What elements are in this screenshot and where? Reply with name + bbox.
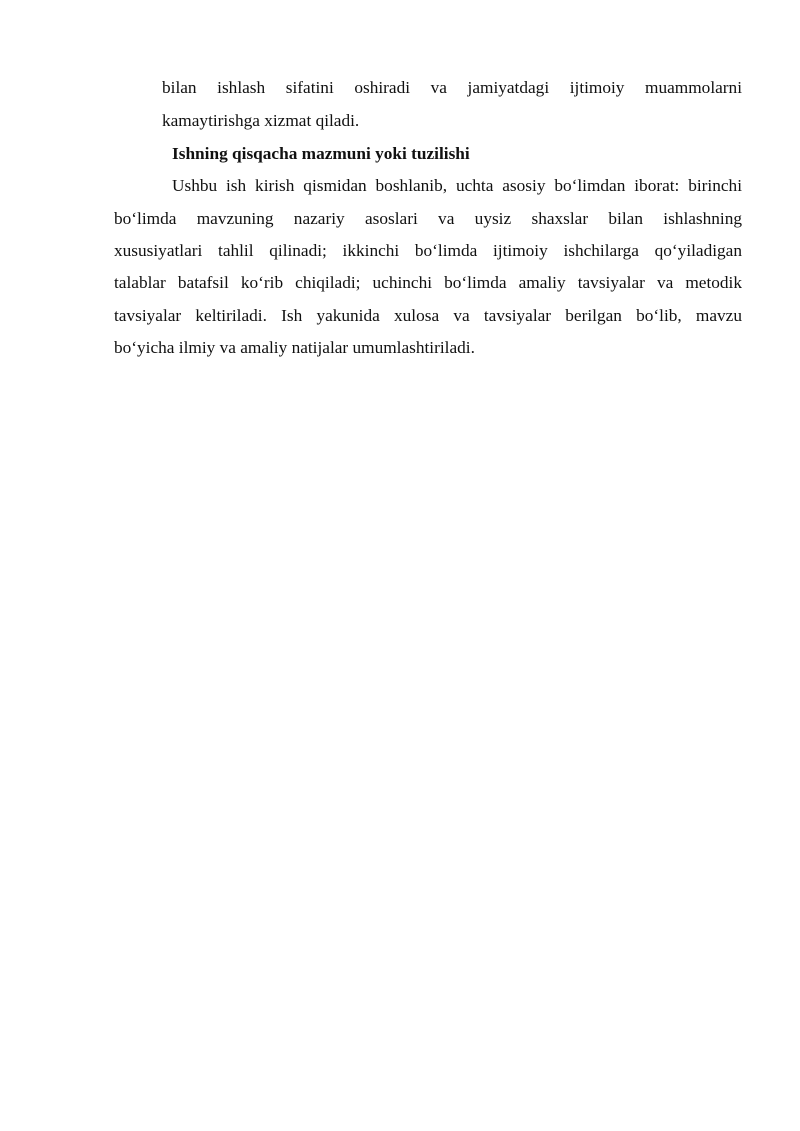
body-line-2: bo‘limda mavzuning nazariy asoslari va uysiz shaxslar bilan ishlashning xyxy=(114,209,742,228)
section-heading: Ishning qisqacha mazmuni yoki tuzilishi xyxy=(172,144,470,163)
intro-line-1: bilan ishlash sifatini oshiradi va jamiyatdagi ijtimoiy muammolarni xyxy=(162,78,742,97)
body-line-3: xususiyatlari tahlil qilinadi; ikkinchi bo‘limda ijtimoiy ishchilarga qo‘yiladigan xyxy=(114,241,742,260)
intro-line-2: kamaytirishga xizmat qiladi. xyxy=(162,111,360,130)
body-line-4: talablar batafsil ko‘rib chiqiladi; uchinchi bo‘limda amaliy tavsiyalar va metodik xyxy=(114,273,742,292)
body-line-6: bo‘yicha ilmiy va amaliy natijalar umumlashtiriladi. xyxy=(114,338,475,357)
body-line-1: Ushbu ish kirish qismidan boshlanib, uchta asosiy bo‘limdan iborat: birinchi xyxy=(172,176,742,195)
body-line-5: tavsiyalar keltiriladi. Ish yakunida xulosa va tavsiyalar berilgan bo‘lib, mavzu xyxy=(114,306,742,325)
